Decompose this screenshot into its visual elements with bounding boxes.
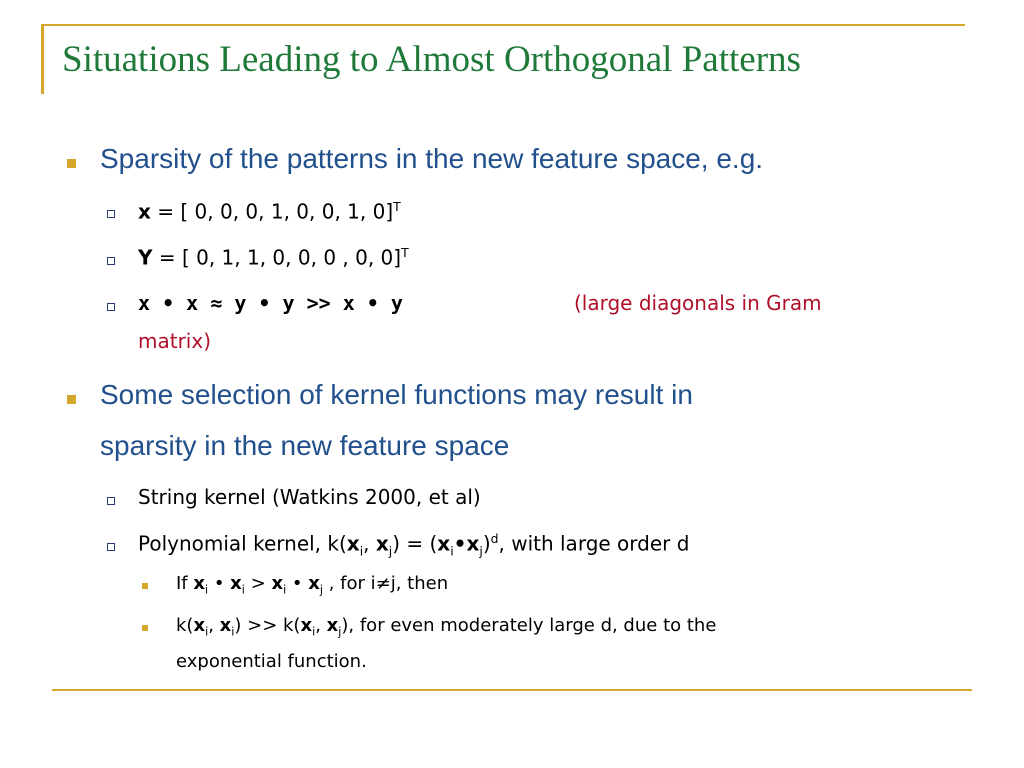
cmp-sub-i: i xyxy=(312,625,316,639)
bullet-1-text: Sparsity of the patterns in the new feature space, e.g. xyxy=(100,143,764,174)
vector-y-label: Y xyxy=(138,245,153,270)
poly-sub-j: j xyxy=(388,543,393,559)
cmp-comma: , xyxy=(315,615,327,636)
cond-sub-j: j xyxy=(319,583,323,597)
kernel-comparison-line-2: exponential function. xyxy=(176,651,367,672)
bullet-2-line-2: sparsity in the new feature space xyxy=(100,430,510,461)
inner-product-relation: x • x ≈ y • y >> x • y xyxy=(138,291,403,315)
cmp-sub-i: i xyxy=(205,625,209,639)
sub-bullet-icon xyxy=(107,303,115,311)
cmp-comma: , xyxy=(208,615,220,636)
cond-text: , for i xyxy=(322,573,376,594)
sub-sub-bullet-icon xyxy=(142,625,148,631)
cmp-x: x xyxy=(219,615,232,636)
frame-top-rule xyxy=(41,24,965,26)
cond-sub-i: i xyxy=(283,583,287,597)
cmp-text: ), for even moderately large d, due to the xyxy=(341,615,717,636)
frame-bottom-rule xyxy=(52,689,972,691)
poly-close: ) xyxy=(482,531,491,556)
cmp-x: x xyxy=(193,615,206,636)
cond-text: j, then xyxy=(390,573,449,594)
slide-title: Situations Leading to Almost Orthogonal Patterns xyxy=(62,39,801,80)
sub-bullet-icon xyxy=(107,210,115,218)
sub-bullet-icon xyxy=(107,497,115,505)
cmp-sub-i: i xyxy=(231,625,235,639)
polynomial-kernel-item xyxy=(138,531,689,559)
cond-neq: ≠ xyxy=(375,573,391,594)
cmp-x: x xyxy=(300,615,313,636)
poly-sub-j: j xyxy=(479,543,483,559)
vector-x-values: = [ 0, 0, 0, 1, 0, 0, 1, 0] xyxy=(150,199,394,224)
gram-note-line-1: (large diagonals in Gram xyxy=(574,291,822,315)
cond-x: x xyxy=(308,573,320,594)
poly-dot: • xyxy=(453,531,467,556)
cmp-x: x xyxy=(326,615,339,636)
cmp-text: k( xyxy=(176,615,194,636)
poly-comma: , xyxy=(363,531,376,556)
bullet-square-icon xyxy=(67,159,76,168)
vector-y-values: = [ 0, 1, 1, 0, 0, 0 , 0, 0] xyxy=(152,245,402,270)
poly-text: Polynomial kernel, k( xyxy=(138,531,347,556)
gram-note-line-2: matrix) xyxy=(138,329,211,353)
poly-sub-i: i xyxy=(450,543,454,559)
sub-bullet-icon xyxy=(107,257,115,265)
sub-sub-bullet-icon xyxy=(142,583,148,589)
poly-x: x xyxy=(437,531,451,556)
poly-sub-i: i xyxy=(359,543,364,559)
cond-x: x xyxy=(230,573,242,594)
vector-y-transpose: T xyxy=(401,245,409,260)
cond-x: x xyxy=(271,573,284,594)
condition-item xyxy=(176,573,448,597)
bullet-2-line-1: Some selection of kernel functions may result in xyxy=(100,379,693,410)
kernel-comparison-item xyxy=(176,615,716,639)
poly-text: , with large order d xyxy=(498,531,690,556)
vector-x-label: x xyxy=(138,199,151,224)
frame-left-rule xyxy=(41,24,44,94)
cond-text: If xyxy=(176,573,194,594)
poly-exp-d: d xyxy=(490,531,499,546)
cond-dot: • xyxy=(286,573,309,594)
cond-sub-i: i xyxy=(205,583,209,597)
bullet-square-icon xyxy=(67,395,76,404)
string-kernel-item: String kernel (Watkins 2000, et al) xyxy=(138,485,481,509)
poly-x: x xyxy=(346,531,360,556)
poly-text: ) = ( xyxy=(392,531,438,556)
cmp-sub-j: j xyxy=(338,625,342,639)
sub-bullet-icon xyxy=(107,543,115,551)
cond-sub-i: i xyxy=(241,583,245,597)
poly-x: x xyxy=(375,531,389,556)
vector-y-line xyxy=(138,245,409,270)
cond-x: x xyxy=(193,573,205,594)
cond-dot: • xyxy=(208,573,231,594)
cmp-text: ) >> k( xyxy=(234,615,301,636)
vector-x-transpose: T xyxy=(393,199,401,214)
cond-gt: > xyxy=(244,573,272,594)
poly-x: x xyxy=(466,531,480,556)
vector-x-line xyxy=(138,199,401,224)
